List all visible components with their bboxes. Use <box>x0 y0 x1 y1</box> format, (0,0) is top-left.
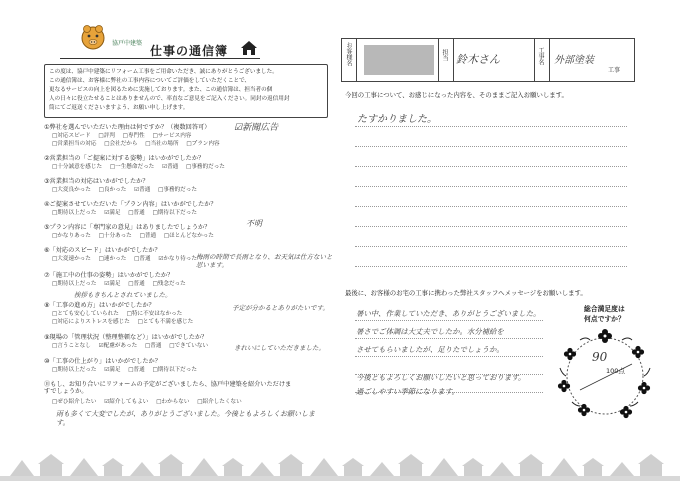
answer-note: 予定が分かるとありがたいです。 <box>232 304 329 312</box>
answer-note: 梅雨の時期で長雨となり、お天気は仕方ないと思います。 <box>196 253 333 269</box>
work-suffix: 工事 <box>608 67 621 74</box>
option[interactable]: □営業担当の対応 <box>52 141 97 147</box>
option[interactable]: □普通 <box>128 281 145 287</box>
message-line: 今後ともよろしくお願いしたいと思っております。 <box>356 373 526 382</box>
option[interactable]: □大変速かった <box>52 256 91 262</box>
option[interactable]: □残念だった <box>152 281 186 287</box>
intro-line: 更なるサービスの向上を図るために実施しております。また、この通信簿は、担当者の個 <box>49 87 273 93</box>
option[interactable]: □期待以下だった <box>152 210 197 216</box>
option[interactable]: □事務的だった <box>158 187 197 193</box>
score-wreath <box>550 324 660 424</box>
option[interactable]: □特に不安はなかった <box>126 311 183 317</box>
question-text: ⑨現場の「管理状況（整理整頓など）」はいかがでしたか？ <box>44 334 208 341</box>
option[interactable]: □ほとんどなかった <box>163 233 214 239</box>
house-row-decoration <box>0 420 680 481</box>
option[interactable]: □良かった <box>98 187 127 193</box>
option[interactable]: ☑満足 <box>104 367 121 373</box>
option[interactable]: □期待以下だった <box>152 367 197 373</box>
mascot-icon <box>78 22 108 52</box>
option[interactable]: ☑紹介してもよい <box>104 399 149 405</box>
option[interactable]: □十分誠意を感じた <box>52 164 103 170</box>
option[interactable]: □期待以上だった <box>52 210 97 216</box>
message-line: させてもらいましたが、足りたでしょうか。 <box>356 345 504 354</box>
option[interactable]: ☑満足 <box>104 210 121 216</box>
question-text: ②営業担当の「ご提案に対する姿勢」はいかがでしたか？ <box>44 155 205 162</box>
intro-line: 人の日々に役立たせることはありませんので、率直なご意見をご記入ください。同封の返信用封 <box>49 96 290 102</box>
option[interactable]: □とても安心していられた <box>52 311 119 317</box>
option[interactable]: □普通 <box>144 343 162 349</box>
rating-prompt: 総合満足度は <box>584 305 625 313</box>
option[interactable]: □わからない <box>156 399 190 405</box>
option[interactable]: □評判 <box>98 133 115 139</box>
customer-label: お客様名 <box>345 42 352 66</box>
option[interactable]: □対応スピード <box>52 133 91 139</box>
option[interactable]: □事務的だった <box>186 164 225 170</box>
staff-value: 鈴木さん <box>456 53 500 66</box>
answer-note: 不明 <box>246 219 262 228</box>
rating-prompt: 何点ですか？ <box>584 315 625 323</box>
answer-note: 雨も多くて大変でしたが、ありがとうございました。今後ともよろしくお願いします。 <box>56 410 315 427</box>
option[interactable]: □専門性 <box>122 133 145 139</box>
staff-label: 担当 <box>441 49 448 61</box>
option[interactable]: □普通 <box>139 233 157 239</box>
option[interactable]: □言うことなし <box>52 343 91 349</box>
info-table <box>341 38 635 82</box>
intro-line: この通信簿は、お客様に弊社の工事内容についてご評価をしていただくことで、 <box>49 78 251 84</box>
question-text: ⑧「工事の進め方」はいかがでしたか？ <box>44 302 155 309</box>
option[interactable]: ☑満足 <box>104 281 121 287</box>
work-value: 外部塗装 <box>554 55 594 66</box>
impression-prompt: 今回の工事について、お感じになった内容を、そのままご記入お願いします。 <box>345 91 568 99</box>
option[interactable]: □とても不満を感じた <box>137 319 194 325</box>
title-underline <box>60 58 260 59</box>
option[interactable]: □紹介したくない <box>197 399 242 405</box>
option[interactable]: ☑配慮があった <box>98 343 138 349</box>
customer-name-redacted <box>364 45 434 75</box>
brand-name: 協戸中建築 <box>112 40 143 47</box>
option[interactable]: □プラン内容 <box>186 141 220 147</box>
option[interactable]: □大変良かった <box>52 187 91 193</box>
option[interactable]: □一生懸命だった <box>109 164 155 170</box>
impression-answer: たすかりました。 <box>357 114 437 125</box>
message-line: 暑さでご体調は大丈夫でしたか。水分補給を <box>356 327 504 336</box>
question-text: ⑦「施工中の仕事の姿勢」はいかがでしたか？ <box>44 272 174 279</box>
intro-box <box>44 64 328 118</box>
answer-note: 挨拶もきちんとされていました。 <box>74 291 172 299</box>
flower-icon <box>558 329 650 418</box>
option[interactable]: □対応によりストレスを感じた <box>52 319 130 325</box>
option[interactable]: □速かった <box>98 256 127 262</box>
option[interactable]: □当社の場所 <box>145 141 179 147</box>
question-text: ⑤プラン内容に「専門家の意見」はありましたでしょうか？ <box>44 224 211 231</box>
work-label: 工事名 <box>537 47 544 65</box>
questions-section <box>44 122 344 432</box>
option[interactable]: ☑かなり待った <box>158 256 197 262</box>
answer-note: ☑新聞広告 <box>234 123 279 133</box>
score-value: 90 <box>592 350 608 364</box>
intro-line: この度は、協戸中建築にリフォーム工事をご用命いただき、誠にありがとうございました。 <box>49 69 278 75</box>
message-line: 暑い中、作業していただき、ありがとうございました。 <box>356 309 541 318</box>
message-line: 過ごしやすい季節になります。 <box>356 387 459 396</box>
option[interactable]: □できていない <box>169 343 209 349</box>
option[interactable]: □サービス内容 <box>152 133 192 139</box>
score-max: 100点 <box>606 367 625 375</box>
page-title: 仕事の通信簿 <box>150 44 229 58</box>
question-text: ⑥「対応のスピード」はいかがでしたか？ <box>44 247 161 254</box>
option[interactable]: □十分あった <box>98 233 132 239</box>
option[interactable]: □期待以上だった <box>52 367 97 373</box>
option[interactable]: ☑普通 <box>134 187 151 193</box>
option[interactable]: □ぜひ紹介したい <box>52 399 97 405</box>
message-prompt: 最後に、お客様のお宅の工事に携わった弊社スタッフへメッセージをお願いします。 <box>345 289 587 297</box>
option[interactable]: □普通 <box>128 367 145 373</box>
answer-note: きれいにしていただきました。 <box>234 344 325 352</box>
option[interactable]: □かなりあった <box>52 233 91 239</box>
option[interactable]: □普通 <box>128 210 145 216</box>
option[interactable]: □会社だから <box>104 141 138 147</box>
question-text: ⑪もし、お知り合いにリフォームの予定がございましたら、協戸中建築を紹介いただけますでしょうか。 <box>44 381 292 395</box>
question-text: ⑩「工事の仕上がり」はいかがでしたか？ <box>44 358 161 365</box>
option[interactable]: ☑普通 <box>162 164 179 170</box>
house-icon <box>240 40 258 56</box>
question-text: ③営業担当の対応はいかがでしたか？ <box>44 178 149 185</box>
question-text: ①弊社を選んでいただいた理由は何ですか？（複数回答可） <box>44 124 211 131</box>
intro-line: 筒にてご返送くださいますよう、お願い申し上げます。 <box>49 105 189 111</box>
option[interactable]: □期待以上だった <box>52 281 97 287</box>
option[interactable]: □普通 <box>134 256 151 262</box>
question-text: ④ご提案させていただいた「プラン内容」はいかがでしたか？ <box>44 201 217 208</box>
